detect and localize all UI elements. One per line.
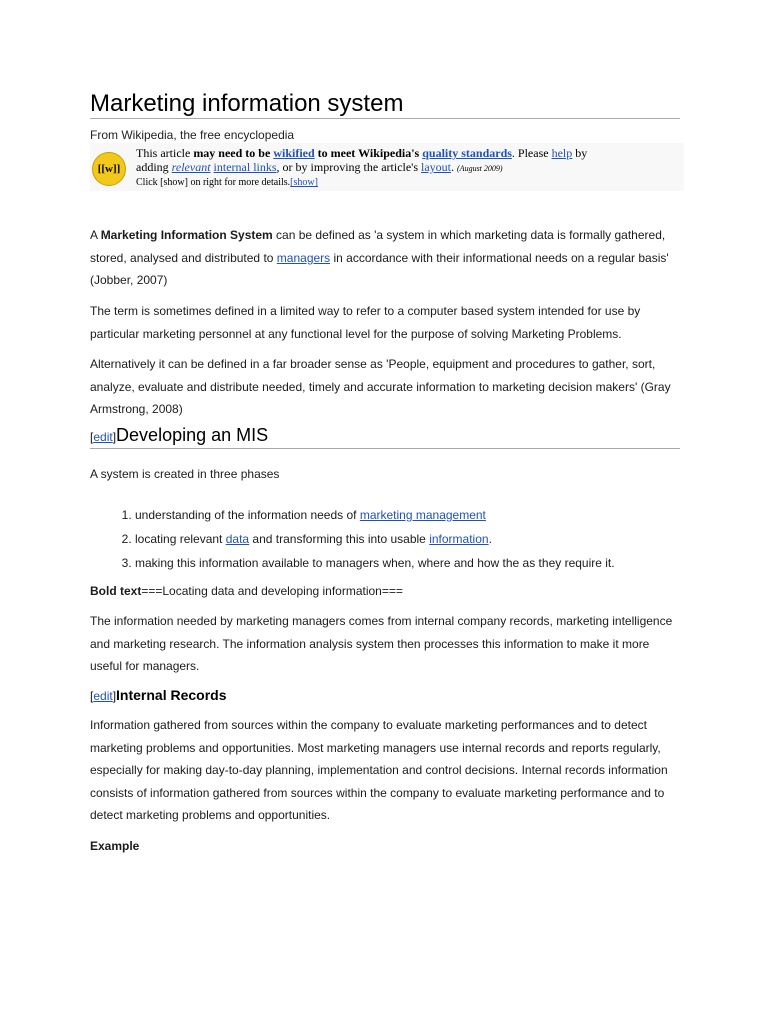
edit-link-wrapper [90, 430, 116, 444]
help-link[interactable]: help [551, 146, 573, 160]
paragraph-text: Alternatively it can be defined in a far broader sense as 'People, equipment and procedures to gather, sort, analyze, evaluate and distribute needed, timely and accurate information to marketing decision makers' (Gray Armstrong, 2008) [90, 357, 671, 416]
list-item [135, 551, 615, 575]
example-label [90, 835, 680, 858]
bracket: ] [112, 689, 117, 703]
wikify-badge-icon: [[w]] [92, 152, 126, 186]
section-title: Developing an MIS [116, 425, 269, 445]
section-heading-internal-records [90, 686, 227, 705]
notice-text [136, 146, 676, 190]
page-title: Marketing information system [90, 90, 680, 119]
bracket: [ [90, 430, 94, 444]
notice-text-segment: by [572, 146, 588, 160]
paragraph-text: Information gathered from sources within the company to evaluate marketing performances and to detect marketing problems and opportunities. Most marketing managers use internal records and reports regularly, especially for making day-to-day planning, implementation and control decisions. Internal records information consists of information gathered from sources within the company to evaluate marketing performance and to detect marketing problems and opportunities. [90, 718, 668, 822]
intro-paragraph-3 [90, 353, 680, 421]
example-heading: Example [90, 839, 140, 853]
intro-paragraph-1 [90, 224, 680, 292]
list-item [135, 503, 615, 527]
notice-bold-segment: may need to be [193, 146, 274, 160]
notice-bold-segment: to meet Wikipedia's [314, 146, 423, 160]
data-link[interactable]: data [225, 532, 250, 546]
notice-text-segment: adding [136, 160, 172, 174]
quality-standards-link[interactable]: quality standards [422, 146, 512, 160]
relevant-link[interactable]: relevant [171, 160, 211, 174]
section-heading-developing [90, 424, 680, 449]
marketing-management-link[interactable]: marketing management [359, 508, 486, 522]
bold-term: Marketing Information System [100, 228, 273, 242]
paragraph-text: A system is created in three phases [90, 467, 280, 481]
text-segment: . [488, 532, 492, 546]
notice-details-text: Click [show] on right for more details. [136, 177, 291, 188]
intro-paragraph-2 [90, 300, 680, 345]
phases-list-wrapper [90, 503, 680, 578]
text-segment: A [90, 228, 101, 242]
text-segment: in accordance with their informational needs on a regular basis' (Jobber, 2007) [90, 250, 669, 287]
text-segment: making this information available to managers when, where and how the as they require it. [135, 556, 615, 570]
bracket: ] [112, 430, 117, 444]
site-subtitle: From Wikipedia, the free encyclopedia [90, 128, 295, 142]
text-segment: and transforming this into usable [249, 532, 430, 546]
bold-text: Bold text [90, 584, 142, 598]
list-item [135, 527, 615, 551]
edit-link-wrapper [90, 689, 116, 703]
text-segment: ===Locating data and developing information=== [141, 584, 403, 598]
bold-text-line [90, 580, 680, 603]
wikified-link[interactable]: wikified [273, 146, 315, 160]
show-link[interactable]: [show] [290, 177, 318, 188]
text-segment: understanding of the information needs of [135, 508, 360, 522]
layout-link[interactable]: layout [421, 160, 452, 174]
notice-text-segment: . Please [511, 146, 552, 160]
section-title: Internal Records [116, 687, 227, 703]
section1-paragraph [90, 610, 680, 678]
notice-date: (August 2009) [457, 164, 503, 173]
text-segment: can be defined as 'a system in which marketing data is formally gathered, stored, analysed and distributed to [90, 228, 666, 265]
notice-text-segment: . [451, 160, 458, 174]
internal-links-link[interactable]: internal links [213, 160, 277, 174]
section2-paragraph [90, 714, 680, 827]
edit-link[interactable]: edit [93, 689, 113, 703]
wikify-notice [90, 143, 684, 191]
managers-link[interactable]: managers [276, 250, 331, 265]
phases-list [90, 503, 615, 575]
paragraph-text: The information needed by marketing managers comes from internal company records, marketing intelligence and marketing research. The information analysis system then processes this information to make it more useful for managers. [90, 614, 673, 673]
information-link[interactable]: information [429, 532, 489, 546]
paragraph-text: The term is sometimes defined in a limited way to refer to a computer based system intended for use by particular marketing personnel at any functional level for the purpose of solving Marketing Problems. [90, 304, 641, 341]
notice-text-segment: , or by improving the article's [276, 160, 422, 174]
notice-text-segment: This article [136, 146, 194, 160]
section1-intro [90, 463, 680, 486]
text-segment: locating relevant [135, 532, 226, 546]
bracket: [ [90, 689, 94, 703]
edit-link[interactable]: edit [93, 430, 113, 444]
